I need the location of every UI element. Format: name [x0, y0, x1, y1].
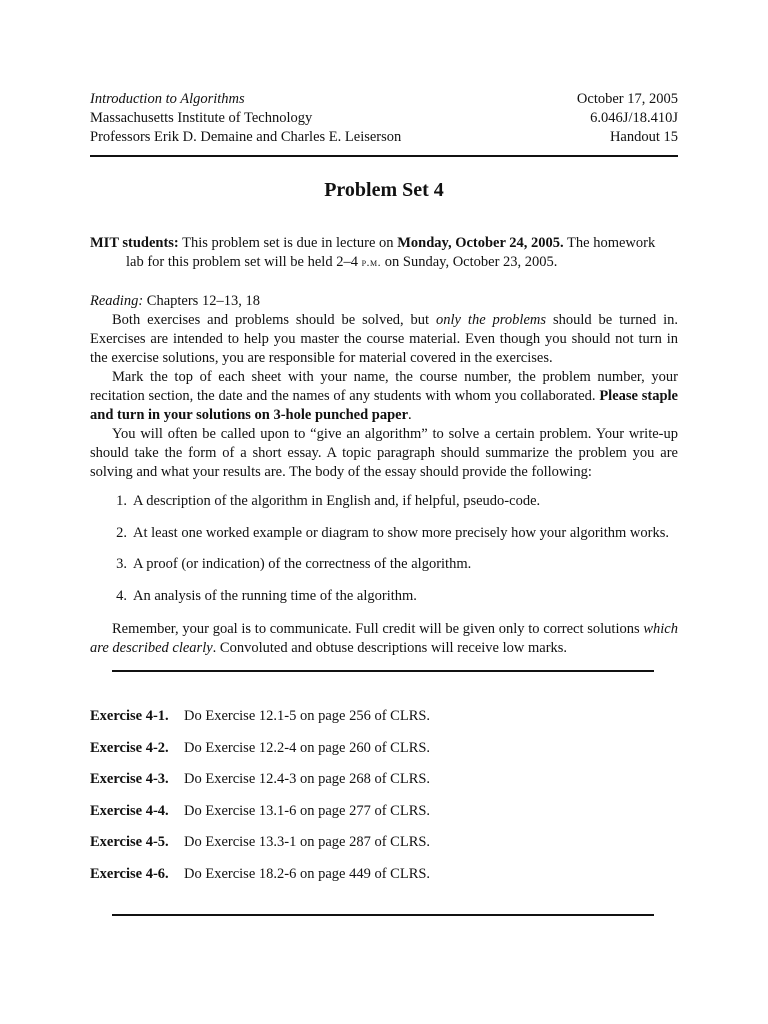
due-date: Monday, October 24, 2005.: [397, 235, 564, 251]
list-item-text: A description of the algorithm in English and, if helpful, pseudo-code.: [133, 493, 541, 509]
p2-bold: Please staple and turn in your solutions on 3-hole punched paper: [90, 388, 678, 423]
header-row-3: [90, 128, 678, 147]
exercise-text: Do Exercise 12.1-5 on page 256 of CLRS.: [184, 708, 431, 724]
remember-text: [90, 620, 678, 658]
list-item: [90, 587, 678, 606]
list-item-number: 3.: [116, 556, 127, 572]
section-rule: [112, 670, 654, 672]
header-rule: [90, 155, 678, 157]
exercise-item: [90, 865, 678, 884]
instructions-body: [90, 292, 678, 482]
p1-emphasis: only the problems: [436, 312, 546, 328]
due-text-4: on Sunday, October 23, 2005.: [384, 254, 558, 270]
remember-paragraph: [90, 620, 678, 658]
paragraph-mark-sheets: [90, 368, 678, 425]
p2-text-a: Mark the top of each sheet with your name, the course number, the problem number, your recitation section, the date and the names of any students with whom you collaborated.: [90, 369, 678, 404]
paragraph-exercises-problems: [90, 311, 678, 368]
professors-line: Professors Erik D. Demaine and Charles E. Leiserson: [90, 129, 402, 145]
due-text-1: This problem set is due in lecture on: [182, 235, 394, 251]
remember-text-a: Remember, your goal is to communicate. Full credit will be given only to correct solutions: [112, 621, 640, 637]
handout-date: October 17, 2005: [576, 91, 678, 107]
list-item: [90, 555, 678, 574]
exercise-label: Exercise 4-4.: [90, 802, 169, 819]
exercise-label: Exercise 4-1.: [90, 708, 169, 724]
page-title: Problem Set 4: [324, 179, 444, 201]
exercise-text: Do Exercise 13.1-6 on page 277 of CLRS.: [184, 802, 431, 819]
course-number: 6.046J/18.410J: [590, 110, 678, 126]
list-item-number: 4.: [116, 587, 127, 604]
exercise-item: [90, 833, 678, 852]
exercise-item: [90, 707, 678, 726]
course-title: Introduction to Algorithms: [90, 91, 245, 107]
remember-emphasis: which are described clearly: [90, 621, 678, 656]
due-time-unit: p.m.: [361, 255, 382, 269]
paragraph-give-algorithm: You will often be called upon to “give an algorithm” to solve a certain problem. Your write-up should take the form of a short essay. A topic paragraph should summarize the problem you are solving and what your results are. The body of the essay should provide the following:: [90, 426, 678, 480]
list-item-text: A proof (or indication) of the correctness of the algorithm.: [133, 556, 472, 572]
exercise-label: Exercise 4-2.: [90, 739, 169, 756]
exercise-text: Do Exercise 13.3-1 on page 287 of CLRS.: [184, 834, 431, 851]
reading-line: [90, 292, 678, 311]
list-item-text: An analysis of the running time of the algorithm.: [133, 587, 417, 604]
essay-requirements-list: [90, 492, 678, 618]
due-text-2: The homework: [567, 235, 656, 251]
reading-chapters: Chapters 12–13, 18: [146, 293, 260, 309]
exercise-item: [90, 770, 678, 789]
due-notice: [90, 234, 678, 272]
footer-rule: [112, 914, 654, 916]
exercise-text: Do Exercise 18.2-6 on page 449 of CLRS.: [184, 865, 431, 882]
exercise-label: Exercise 4-6.: [90, 865, 169, 882]
list-item: [90, 492, 678, 511]
p1-text-a: Both exercises and problems should be solved, but: [112, 312, 430, 328]
remember-text-b: . Convoluted and obtuse descriptions will receive low marks.: [212, 640, 568, 656]
exercise-label: Exercise 4-3.: [90, 771, 169, 788]
institution-name: Massachusetts Institute of Technology: [90, 110, 313, 126]
list-item-text: At least one worked example or diagram to show more precisely how your algorithm works.: [133, 524, 669, 541]
header-row-2: [90, 109, 678, 128]
due-text-3: lab for this problem set will be held 2–4: [126, 254, 358, 270]
exercise-label: Exercise 4-5.: [90, 834, 169, 851]
handout-header: [90, 90, 678, 147]
handout-number: Handout 15: [609, 129, 678, 145]
due-continuation: [90, 253, 678, 272]
header-row-1: [90, 90, 678, 109]
reading-label: Reading:: [90, 293, 144, 309]
p1-text-b: should be turned in. Exercises are intended to help you master the course material. Even though you should not turn in the exercise solutions, you are responsible for material covered in the exercises.: [90, 312, 679, 366]
list-item: [90, 524, 678, 543]
exercise-text: Do Exercise 12.4-3 on page 268 of CLRS.: [184, 771, 431, 788]
exercise-item: [90, 802, 678, 821]
due-label: MIT students:: [90, 235, 179, 251]
exercise-text: Do Exercise 12.2-4 on page 260 of CLRS.: [184, 739, 431, 756]
list-item-number: 2.: [116, 524, 127, 541]
list-item-number: 1.: [116, 493, 127, 509]
exercise-list: [90, 707, 678, 897]
exercise-item: [90, 739, 678, 758]
p2-end: .: [408, 407, 412, 423]
